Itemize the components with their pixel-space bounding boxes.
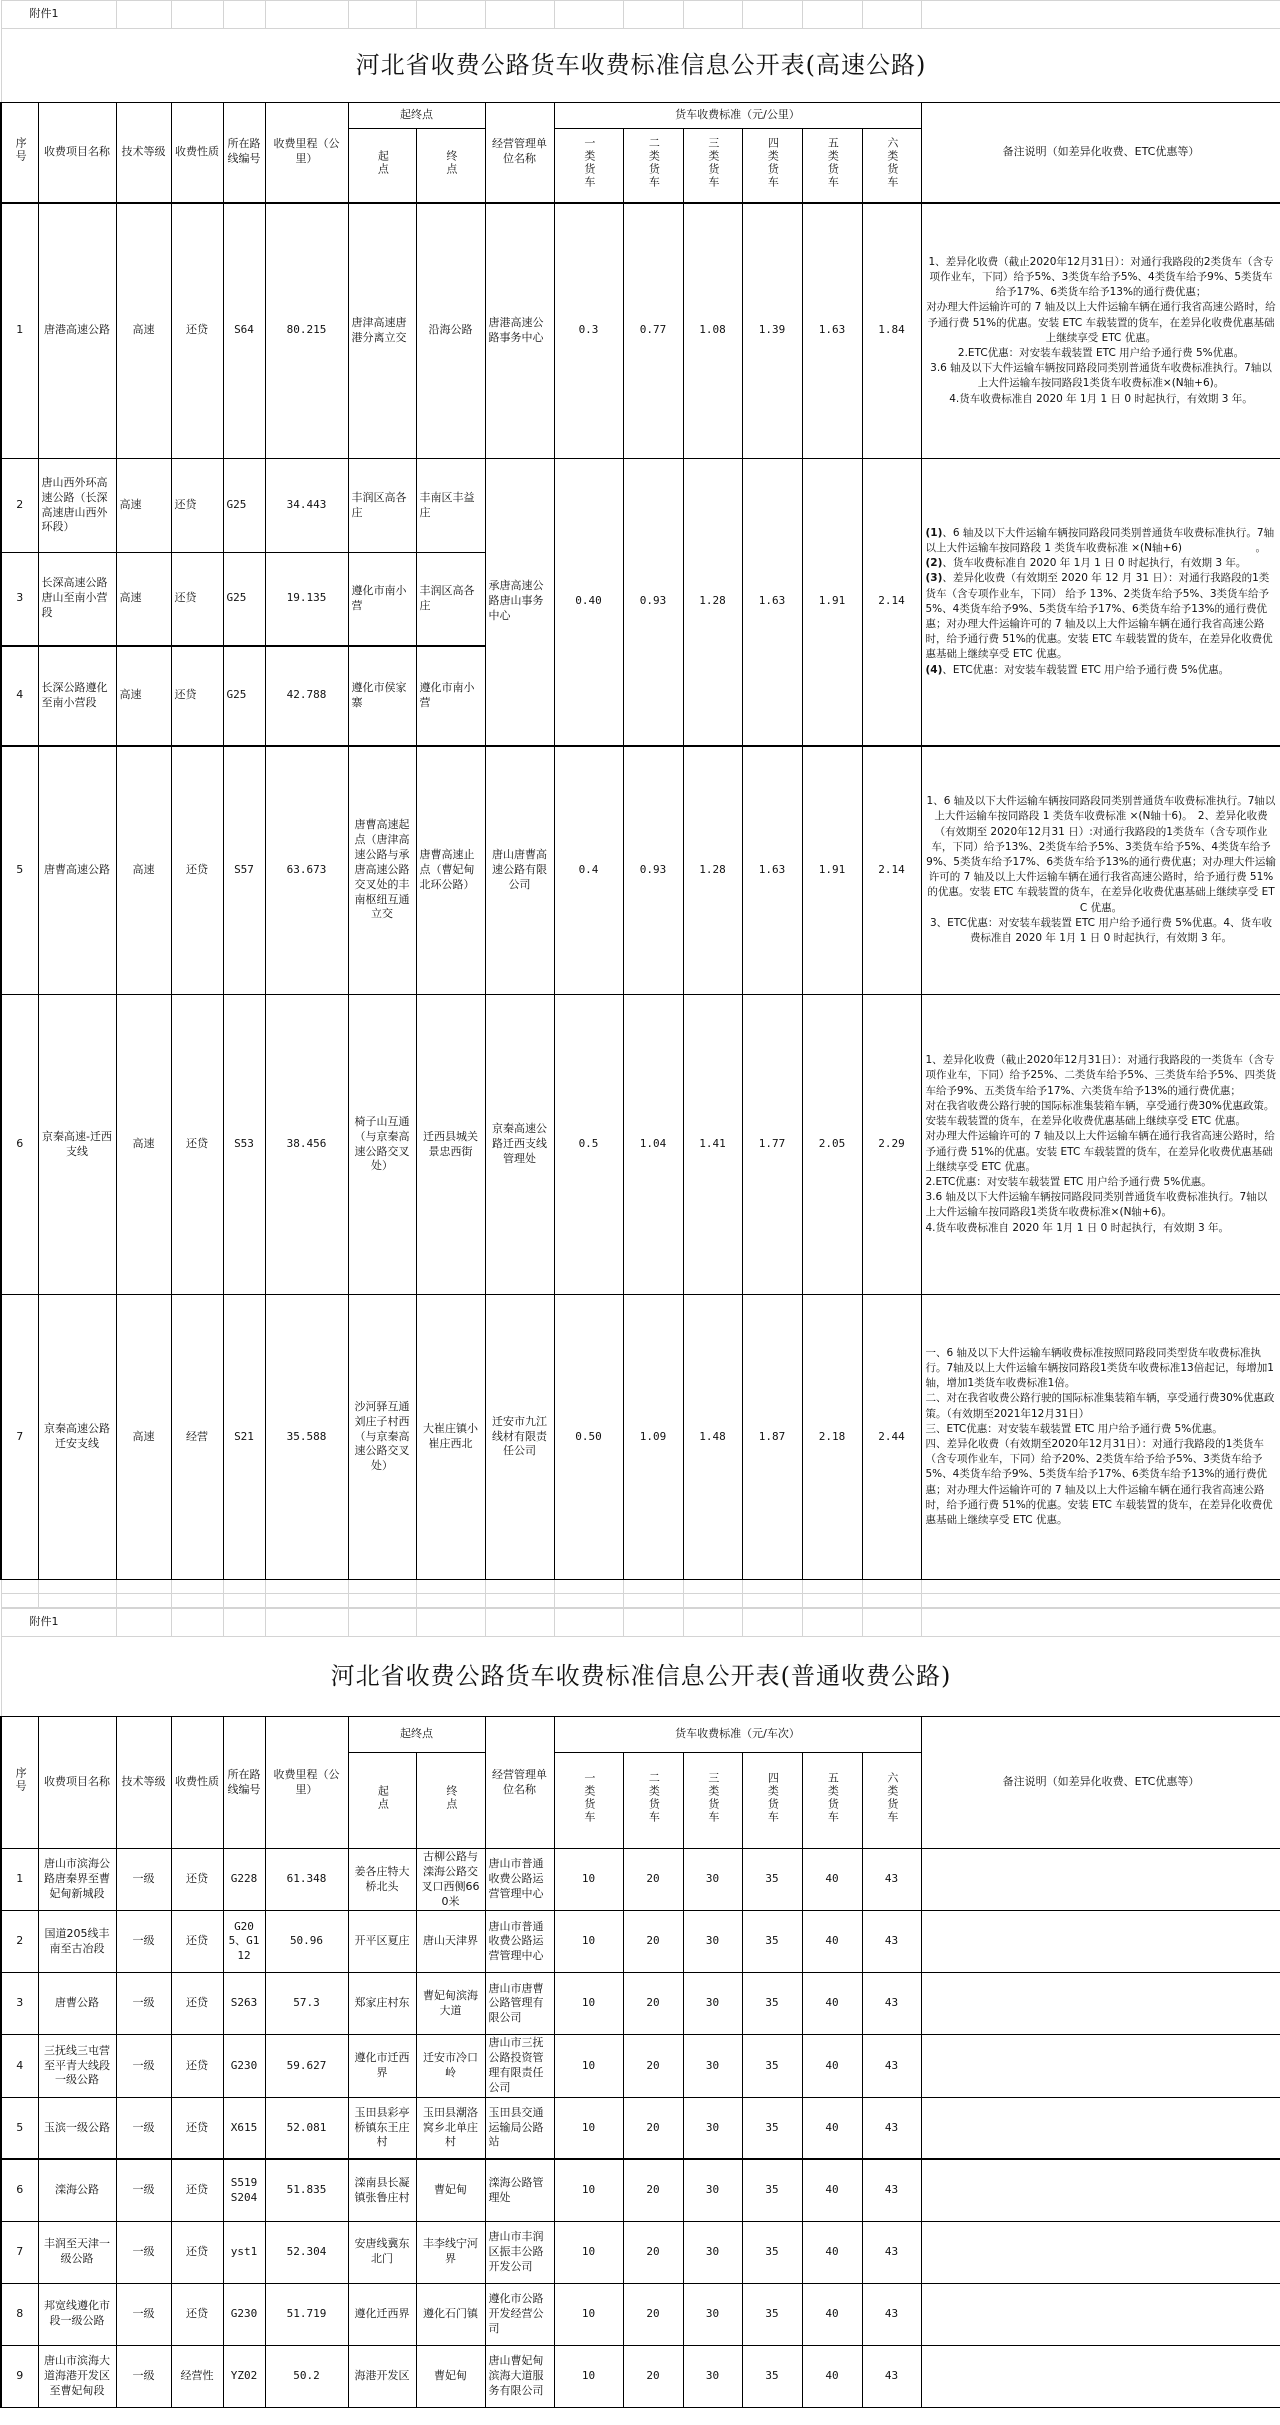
cell-route: G228 [223,1849,265,1911]
header-class4: 四类货车 [742,1753,802,1849]
cell-rate-class1: 10 [554,1973,623,2035]
cell-mileage: 51.719 [265,2283,348,2345]
cell-rate-class2: 20 [623,2097,683,2159]
cell-seq: 1 [1,1849,38,1911]
cell-rate-class5: 40 [802,2097,862,2159]
header-seq: 序号 [1,103,38,203]
cell-seq: 5 [1,746,38,995]
cell-rate-class2: 20 [623,2345,683,2407]
cell-end: 唐曹高速止点（曹妃甸北环公路） [416,746,485,995]
cell-grade: 高速 [116,746,171,995]
cell-grade: 高速 [116,459,171,553]
cell-rate-class3: 1.41 [683,995,742,1295]
cell-start: 沙河驿互通刘庄子村西（与京秦高速公路交叉处） [348,1295,416,1580]
cell-rate-class3: 1.08 [683,203,742,459]
cell-route: G25 [223,553,265,646]
cell-rate-class3: 30 [683,2283,742,2345]
cell-seq: 6 [1,2159,38,2221]
cell-seq: 8 [1,2283,38,2345]
cell-rate-class5: 40 [802,2283,862,2345]
cell-rate-class6: 43 [862,2221,921,2283]
cell-route: S64 [223,203,265,459]
cell-route: YZ02 [223,2345,265,2407]
cell-mileage: 57.3 [265,1973,348,2035]
table-row [1,2345,1280,2407]
cell-start: 丰润区高各庄 [348,459,416,553]
cell-project-name: 丰润至天津一级公路 [38,2221,116,2283]
cell-remarks [921,2283,1280,2345]
header-class5: 五类货车 [802,129,862,203]
cell-project-name: 唐山西外环高速公路（长深高速唐山西外环段） [38,459,116,553]
ordinary-rows [1,1849,1280,2408]
table-row [1,1911,1280,1973]
cell-nature: 还贷 [171,2035,223,2097]
cell-remarks [921,2221,1280,2283]
table-row [1,2159,1280,2221]
cell-mileage: 52.081 [265,2097,348,2159]
cell-mileage: 50.2 [265,2345,348,2407]
cell-seq: 2 [1,1911,38,1973]
cell-seq: 7 [1,2221,38,2283]
header-rate-group: 货车收费标准（元/车次） [554,1717,921,1753]
cell-rate-class5: 1.91 [802,746,862,995]
header-class1: 一类货车 [554,1753,623,1849]
cell-nature: 经营 [171,1295,223,1580]
table-row [1,2221,1280,2283]
cell-rate-class1: 0.50 [554,1295,623,1580]
cell-project-name: 滦海公路 [38,2159,116,2221]
cell-project-name: 唐曹公路 [38,1973,116,2035]
cell-grade: 一级 [116,2159,171,2221]
cell-rate-class6: 43 [862,1973,921,2035]
cell-rate-class3: 30 [683,2345,742,2407]
cell-rate-class6: 43 [862,1911,921,1973]
cell-project-name: 京秦高速公路迁安支线 [38,1295,116,1580]
cell-rate-class2: 20 [623,2159,683,2221]
cell-mileage: 19.135 [265,553,348,646]
cell-rate-class4: 1.87 [742,1295,802,1580]
cell-rate-class6: 2.44 [862,1295,921,1580]
cell-mileage: 35.588 [265,1295,348,1580]
cell-nature: 经营性 [171,2345,223,2407]
cell-rate-class1: 0.40 [554,459,623,746]
cell-grade: 高速 [116,646,171,746]
cell-start: 安唐线冀东北门 [348,2221,416,2283]
cell-rate-class1: 10 [554,2159,623,2221]
cell-remarks [921,2097,1280,2159]
cell-grade: 一级 [116,2221,171,2283]
cell-route: S21 [223,1295,265,1580]
cell-rate-class4: 1.39 [742,203,802,459]
cell-rate-class4: 35 [742,2283,802,2345]
cell-operator: 迁安市九江线材有限责任公司 [485,1295,554,1580]
cell-project-name: 邦宽线遵化市段一级公路 [38,2283,116,2345]
cell-operator: 唐山曹妃甸滨海大道服务有限公司 [485,2345,554,2407]
cell-rate-class6: 43 [862,2345,921,2407]
cell-grade: 一级 [116,2345,171,2407]
page-title: 河北省收费公路货车收费标准信息公开表(普通收费公路) [1,1637,1280,1717]
cell-rate-class4: 35 [742,2159,802,2221]
cell-seq: 4 [1,2035,38,2097]
cell-rate-class5: 1.63 [802,203,862,459]
cell-start: 遵化市侯家寨 [348,646,416,746]
cell-rate-class3: 30 [683,2097,742,2159]
cell-rate-class1: 0.5 [554,995,623,1295]
cell-grade: 一级 [116,2097,171,2159]
cell-rate-class1: 10 [554,2097,623,2159]
cell-remarks: 一、6 轴及以下大件运输车辆收费标准按照同路段同类型货车收费标准执行。7轴及以上大件运输车辆按同路段1类货车收费标准13倍起记，每增加1轴，增加1类货车收费标准1倍。 二、对在我省收费公路行驶的国际标准集装箱车辆，享受通行费30%优惠政策。（有效期至2021年12月31日） 三、ETC优惠：对安装车载装置 ETC 用户给予通行费 5%优惠。 四、差异化收费（有效期至2020年12月31日）：对通行我路段的1类货车（含专项作业车，下同）给予20%、2类货车给予给予5%、3类货车给予5%、4类货车给予9%、5类货车给予17%、6类货车给予13%的通行费优惠；对办理大件运输许可的 7 轴及以上大件运输车辆在通行我省高速公路时，给予通行费 51%的优惠。安装 ETC 车载装置的货车，在差异化收费优惠基础上继续享受 ETC 优惠。 [921,1295,1280,1580]
header-route-code: 所在路线编号 [223,1717,265,1849]
cell-project-name: 唐山市滨海大道海港开发区至曹妃甸段 [38,2345,116,2407]
cell-operator: 唐山唐曹高速公路有限公司 [485,746,554,995]
cell-end: 丰李线宁河界 [416,2221,485,2283]
cell-route: S263 [223,1973,265,2035]
cell-rate-class4: 35 [742,1849,802,1911]
cell-remarks: 1、6 轴及以下大件运输车辆按同路段同类别普通货车收费标准执行。7轴以上大件运输车按同路段 1 类货车收费标准 ×(N轴十6)。 2、差异化收费（有效期至 2020年12月31 日）:对通行我路段的1类货车（含专项作业车，下同）给予13%、2类货车给予5%、3类货车给予5%、4类货车给予9%、5类货车给予17%、6类货车给予13%的通行费优惠；对办理大件运输许可的 7 轴及以上大件运输车辆在通行我省高速公路时，给予通行费 51%的优惠。安装 ETC 车载装置的货车，在差异化收费优惠基础上继续享受 ETC 优惠。 3、ETC优惠：对安装车载装置 ETC 用户给予通行费 5%优惠。4、货车收费标准自 2020 年 1月 1 日 0 时起执行，有效期 3 年。 [921,746,1280,995]
ordinary-toll-table [0,1608,1280,2408]
cell-rate-class4: 1.77 [742,995,802,1295]
cell-remarks [921,2159,1280,2221]
cell-mileage: 38.456 [265,995,348,1295]
header-end: 终点 [416,1753,485,1849]
cell-operator: 唐山市普通收费公路运营管理中心 [485,1849,554,1911]
cell-mileage: 34.443 [265,459,348,553]
cell-project-name: 京秦高速-迁西支线 [38,995,116,1295]
header-toll-mileage: 收费里程（公里） [265,1717,348,1849]
cell-rate-class6: 1.84 [862,203,921,459]
cell-end: 迁安市冷口岭 [416,2035,485,2097]
header-project-name: 收费项目名称 [38,103,116,203]
cell-rate-class5: 40 [802,2159,862,2221]
header-rate-group: 货车收费标准（元/公里） [554,103,921,129]
cell-route: G230 [223,2283,265,2345]
cell-seq: 4 [1,646,38,746]
cell-rate-class6: 43 [862,2283,921,2345]
cell-start: 遵化市迁西界 [348,2035,416,2097]
table-row [1,2097,1280,2159]
cell-mileage: 42.788 [265,646,348,746]
cell-remarks: (1)、6 轴及以下大件运输车辆按同路段同类别普通货车收费标准执行。7轴以上大件运输车按同路段 1 类货车收费标准 ×(N轴+6) 。(2)、货车收费标准自 2020 年 1月 1 日 0 时起执行，有效期 3 年。 (3)、差异化收费（有效期至 2020 年 12 月 31 日）：对通行我路段的1类货车（含专项作业车，下同） 给予 13%、2类货车给予5%、3类货车给予5%、4类货车给予9%、5类货车给予17%、6类货车给予13%的通行费优惠；对办理大件运输许可的 7 轴及以上大件运输车辆在通行我省高速公路时，给予通行费 51%的优惠。安装 ETC 车载装置的货车，在差异化收费优惠基础上继续享受 ETC 优惠。 (4)、ETC优惠：对安装车载装置 ETC 用户给予通行费 5%优惠。 [921,459,1280,746]
header-tech-grade: 技术等级 [116,103,171,203]
cell-operator: 唐山市三抚公路投资管理有限责任公司 [485,2035,554,2097]
cell-rate-class4: 35 [742,2097,802,2159]
cell-end: 曹妃甸 [416,2345,485,2407]
cell-mileage: 51.835 [265,2159,348,2221]
header-remarks: 备注说明（如差异化收费、ETC优惠等） [921,1717,1280,1849]
cell-start: 海港开发区 [348,2345,416,2407]
cell-mileage: 63.673 [265,746,348,995]
cell-remarks [921,1911,1280,1973]
cell-operator: 京秦高速公路迁西支线管理处 [485,995,554,1295]
cell-mileage: 61.348 [265,1849,348,1911]
cell-project-name: 玉滨一级公路 [38,2097,116,2159]
header-class6: 六类货车 [862,1753,921,1849]
cell-rate-class5: 2.18 [802,1295,862,1580]
cell-end: 曹妃甸 [416,2159,485,2221]
cell-grade: 一级 [116,1911,171,1973]
cell-grade: 一级 [116,1849,171,1911]
cell-rate-class3: 1.28 [683,459,742,746]
header-route-code: 所在路线编号 [223,103,265,203]
cell-start: 唐津高速唐港分离立交 [348,203,416,459]
cell-nature: 还贷 [171,2221,223,2283]
cell-end: 古柳公路与滦海公路交叉口西侧660米 [416,1849,485,1911]
table-row [1,203,1280,459]
cell-operator: 唐山市丰润区振丰公路开发公司 [485,2221,554,2283]
cell-rate-class2: 20 [623,2283,683,2345]
header-class5: 五类货车 [802,1753,862,1849]
header-endpoints: 起终点 [348,103,485,129]
cell-start: 唐曹高速起点（唐津高速公路与承唐高速公路交叉处的丰南枢纽互通立交 [348,746,416,995]
header-class2: 二类货车 [623,1753,683,1849]
attachment-label: 附件1 [1,1,116,29]
cell-grade: 一级 [116,2283,171,2345]
cell-rate-class1: 10 [554,2221,623,2283]
cell-seq: 3 [1,1973,38,2035]
cell-start: 郑家庄村东 [348,1973,416,2035]
cell-rate-class3: 30 [683,1973,742,2035]
header-class3: 三类货车 [683,129,742,203]
cell-rate-class4: 35 [742,2035,802,2097]
cell-rate-class6: 43 [862,2159,921,2221]
cell-seq: 5 [1,2097,38,2159]
cell-grade: 高速 [116,1295,171,1580]
header-start: 起点 [348,129,416,203]
cell-operator: 唐港高速公路事务中心 [485,203,554,459]
cell-operator: 承唐高速公路唐山事务中心 [485,459,554,746]
cell-rate-class1: 10 [554,2345,623,2407]
cell-operator: 玉田县交通运输局公路站 [485,2097,554,2159]
cell-route: G205、G112 [223,1911,265,1973]
header-end: 终点 [416,129,485,203]
cell-route: yst1 [223,2221,265,2283]
header-tech-grade: 技术等级 [116,1717,171,1849]
table-row [1,2283,1280,2345]
cell-rate-class2: 1.09 [623,1295,683,1580]
cell-remarks [921,1973,1280,2035]
cell-project-name: 国道205线丰南至古冶段 [38,1911,116,1973]
cell-start: 玉田县彩亭桥镇东王庄村 [348,2097,416,2159]
header-operator: 经营管理单位名称 [485,103,554,203]
cell-rate-class2: 20 [623,1973,683,2035]
cell-end: 迁西县城关景忠西街 [416,995,485,1295]
cell-end: 大崔庄镇小崔庄西北 [416,1295,485,1580]
cell-start: 遵化市南小营 [348,553,416,646]
cell-rate-class5: 40 [802,1911,862,1973]
cell-mileage: 80.215 [265,203,348,459]
cell-route: S519 S204 [223,2159,265,2221]
cell-project-name: 唐曹高速公路 [38,746,116,995]
cell-rate-class4: 35 [742,2345,802,2407]
cell-rate-class6: 2.14 [862,746,921,995]
cell-nature: 还贷 [171,553,223,646]
table-row [1,1849,1280,1911]
cell-remarks [921,2345,1280,2407]
cell-rate-class2: 0.77 [623,203,683,459]
cell-remarks: 1、差异化收费（截止2020年12月31日）：对通行我路段的2类货车（含专项作业车，下同）给予5%、3类货车给予5%、4类货车给予9%、5类货车给予17%、6类货车给予13%的通行费优惠； 对办理大件运输许可的 7 轴及以上大件运输车辆在通行我省高速公路时，给予通行费 51%的优惠。安装 ETC 车载装置的货车，在差异化收费优惠基础上继续享受 ETC 优惠。 2.ETC优惠：对安装车载装置 ETC 用户给予通行费 5%优惠。 3.6 轴及以下大件运输车辆按同路段同类别普通货车收费标准执行。7轴以上大件运输车按同路段1类货车收费标准×(N轴+6)。 4.货车收费标准自 2020 年 1月 1 日 0 时起执行，有效期 3 年。 [921,203,1280,459]
cell-rate-class3: 1.48 [683,1295,742,1580]
cell-nature: 还贷 [171,2159,223,2221]
cell-seq: 2 [1,459,38,553]
cell-rate-class3: 30 [683,1849,742,1911]
cell-seq: 9 [1,2345,38,2407]
header-class3: 三类货车 [683,1753,742,1849]
cell-rate-class4: 1.63 [742,459,802,746]
page-title: 河北省收费公路货车收费标准信息公开表(高速公路) [1,29,1280,103]
cell-operator: 唐山市普通收费公路运营管理中心 [485,1911,554,1973]
cell-rate-class3: 30 [683,2221,742,2283]
cell-end: 玉田县潮洛窝乡北单庄村 [416,2097,485,2159]
cell-rate-class5: 1.91 [802,459,862,746]
header-class2: 二类货车 [623,129,683,203]
header-remarks: 备注说明（如差异化收费、ETC优惠等） [921,103,1280,203]
cell-rate-class1: 10 [554,2283,623,2345]
cell-rate-class5: 40 [802,2345,862,2407]
cell-route: G230 [223,2035,265,2097]
cell-seq: 1 [1,203,38,459]
cell-rate-class2: 0.93 [623,459,683,746]
cell-rate-class4: 35 [742,2221,802,2283]
cell-seq: 3 [1,553,38,646]
cell-nature: 还贷 [171,2283,223,2345]
cell-nature: 还贷 [171,1849,223,1911]
header-start: 起点 [348,1753,416,1849]
cell-rate-class5: 40 [802,2035,862,2097]
cell-nature: 还贷 [171,1911,223,1973]
cell-seq: 7 [1,1295,38,1580]
cell-rate-class2: 20 [623,1911,683,1973]
cell-rate-class1: 10 [554,1849,623,1911]
cell-nature: 还贷 [171,995,223,1295]
header-toll-nature: 收费性质 [171,103,223,203]
cell-nature: 还贷 [171,459,223,553]
cell-end: 丰润区高各庄 [416,553,485,646]
cell-rate-class6: 2.14 [862,459,921,746]
cell-start: 姜各庄特大桥北头 [348,1849,416,1911]
cell-rate-class5: 40 [802,2221,862,2283]
header-class4: 四类货车 [742,129,802,203]
cell-operator: 遵化市公路开发经营公司 [485,2283,554,2345]
attachment-label: 附件1 [1,1609,116,1637]
cell-rate-class5: 40 [802,1973,862,2035]
cell-start: 遵化迁西界 [348,2283,416,2345]
table-row [1,746,1280,995]
cell-nature: 还贷 [171,2097,223,2159]
cell-rate-class4: 35 [742,1973,802,2035]
cell-rate-class6: 43 [862,1849,921,1911]
cell-grade: 一级 [116,1973,171,2035]
cell-end: 唐山天津界 [416,1911,485,1973]
cell-rate-class4: 35 [742,1911,802,1973]
cell-mileage: 59.627 [265,2035,348,2097]
cell-route: G25 [223,646,265,746]
cell-nature: 还贷 [171,1973,223,2035]
header-endpoints: 起终点 [348,1717,485,1753]
cell-rate-class2: 20 [623,1849,683,1911]
header-class6: 六类货车 [862,129,921,203]
cell-remarks [921,1849,1280,1911]
attachment-row [1,1,1280,29]
cell-remarks [921,2035,1280,2097]
table-row [1,995,1280,1295]
header-class1: 一类货车 [554,129,623,203]
cell-rate-class2: 20 [623,2035,683,2097]
table-row [1,1973,1280,2035]
cell-rate-class3: 1.28 [683,746,742,995]
cell-rate-class1: 0.4 [554,746,623,995]
cell-route: S53 [223,995,265,1295]
cell-rate-class1: 10 [554,2035,623,2097]
cell-mileage: 50.96 [265,1911,348,1973]
cell-project-name: 唐山市滨海公路唐秦界至曹妃甸新城段 [38,1849,116,1911]
cell-grade: 高速 [116,203,171,459]
table-row [1,2035,1280,2097]
cell-rate-class5: 40 [802,1849,862,1911]
cell-rate-class2: 20 [623,2221,683,2283]
cell-end: 丰南区丰益庄 [416,459,485,553]
cell-rate-class3: 30 [683,2035,742,2097]
cell-rate-class4: 1.63 [742,746,802,995]
cell-route: X615 [223,2097,265,2159]
cell-end: 遵化市南小营 [416,646,485,746]
cell-rate-class6: 2.29 [862,995,921,1295]
header-toll-nature: 收费性质 [171,1717,223,1849]
cell-nature: 还贷 [171,203,223,459]
cell-rate-class1: 10 [554,1911,623,1973]
cell-end: 遵化石门镇 [416,2283,485,2345]
cell-grade: 高速 [116,995,171,1295]
cell-project-name: 三抚线三屯营至平青大线段一级公路 [38,2035,116,2097]
cell-operator: 滦海公路管理处 [485,2159,554,2221]
cell-grade: 高速 [116,553,171,646]
cell-route: G25 [223,459,265,553]
table-row [1,459,1280,553]
cell-start: 滦南县长凝镇张鲁庄村 [348,2159,416,2221]
cell-remarks: 1、差异化收费（截止2020年12月31日）：对通行我路段的一类货车（含专项作业车，下同）给予25%、二类货车给予5%、三类货车给予5%、四类货车给予9%、五类货车给予17%、六类货车给予13%的通行费优惠； 对在我省收费公路行驶的国际标准集装箱车辆，享受通行费30%优惠政策。安装车载装置的货车，在差异化收费优惠基础上继续享受 ETC 优惠。 对办理大件运输许可的 7 轴及以上大件运输车辆在通行我省高速公路时，给予通行费 51%的优惠。安装 ETC 车载装置的货车，在差异化收费优惠基础上继续享受 ETC 优惠。 2.ETC优惠：对安装车载装置 ETC 用户给予通行费 5%优惠。 3.6 轴及以下大件运输车辆按同路段同类别普通货车收费标准执行。7轴以上大件运输车按同路段1类货车收费标准×(N轴+6)。 4.货车收费标准自 2020 年 1月 1 日 0 时起执行，有效期 3 年。 [921,995,1280,1295]
cell-rate-class2: 1.04 [623,995,683,1295]
cell-rate-class6: 43 [862,2035,921,2097]
cell-operator: 唐山市唐曹公路管理有限公司 [485,1973,554,2035]
cell-nature: 还贷 [171,646,223,746]
cell-project-name: 唐港高速公路 [38,203,116,459]
cell-project-name: 长深公路遵化至南小营段 [38,646,116,746]
cell-rate-class3: 30 [683,1911,742,1973]
cell-rate-class1: 0.3 [554,203,623,459]
header-operator: 经营管理单位名称 [485,1717,554,1849]
cell-project-name: 长深高速公路唐山至南小营段 [38,553,116,646]
cell-start: 开平区夏庄 [348,1911,416,1973]
cell-start: 椅子山互通（与京秦高速公路交叉处） [348,995,416,1295]
table-row [1,1295,1280,1580]
cell-rate-class2: 0.93 [623,746,683,995]
cell-end: 沿海公路 [416,203,485,459]
attachment-row [1,1609,1280,1637]
cell-rate-class3: 30 [683,2159,742,2221]
header-seq: 序号 [1,1717,38,1849]
header-toll-mileage: 收费里程（公里） [265,103,348,203]
header-project-name: 收费项目名称 [38,1717,116,1849]
cell-rate-class6: 43 [862,2097,921,2159]
cell-mileage: 52.304 [265,2221,348,2283]
cell-grade: 一级 [116,2035,171,2097]
cell-route: S57 [223,746,265,995]
cell-end: 曹妃甸滨海大道 [416,1973,485,2035]
cell-seq: 6 [1,995,38,1295]
cell-nature: 还贷 [171,746,223,995]
cell-rate-class5: 2.05 [802,995,862,1295]
